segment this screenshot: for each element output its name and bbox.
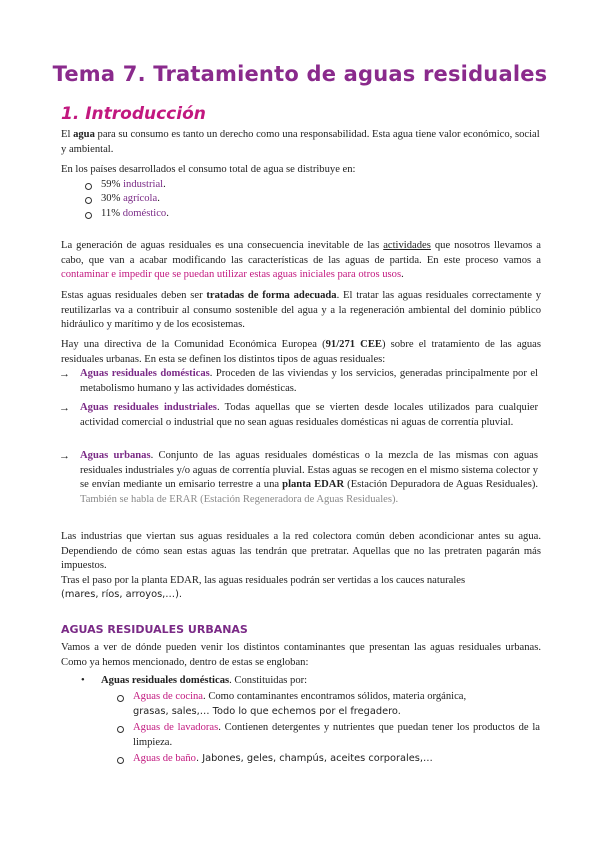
paragraph-generacion: La generación de aguas residuales es una consecuencia inevitable de las actividades que nosotros llevamos a cabo, que van a acabar modificando las características de las aguas de partida. En este proceso vamos a contaminar e impedir que se puedan utilizar estas aguas iniciales para otros usos. bbox=[61, 240, 541, 281]
arrow-icon: → bbox=[59, 368, 70, 380]
circle-bullet-icon bbox=[117, 695, 124, 702]
paragraph-industrias: Las industrias que viertan sus aguas residuales a la red colectora común deben acondicionar antes su agua. Dependiendo de cómo sean estas aguas las tendrán que pretratar. Aquellas que no las pretraten pagarán más impuestos. Tras el paso por la planta EDAR, las aguas residuales podrán ser vertidas a los cauces naturales (mares, ríos, arroyos,…). bbox=[61, 531, 541, 601]
paragraph-contaminantes: Vamos a ver de dónde pueden venir los distintos contaminantes que presentan las aguas residuales urbanas. Como ya hemos mencionado, dentro de estas se engloban: bbox=[61, 642, 541, 668]
arrow-icon: → bbox=[59, 402, 70, 414]
circle-bullet-icon bbox=[117, 757, 124, 764]
section-heading-aguas-urbanas: AGUAS RESIDUALES URBANAS bbox=[61, 623, 248, 636]
arrow-icon: → bbox=[59, 450, 70, 462]
item-aguas-bano: Aguas de baño. Jabones, geles, champús, aceites corporales,… bbox=[133, 752, 540, 767]
paragraph-tratadas: Estas aguas residuales deben ser tratadas de forma adecuada. El tratar las aguas residuales correctamente y reutilizarlas va a contribuir al consumo sostenible del agua y a la regeneración ambiental del dominio público hidráulico y marítimo y de los ecosistemas. bbox=[61, 290, 542, 331]
consumption-list bbox=[61, 178, 541, 222]
paragraph-directiva: Hay una directiva de la Comunidad Económica Europea (91/271 CEE) sobre el tratamiento de las aguas residuales urbanas. En esta se definen los distintos tipos de aguas residuales: bbox=[61, 339, 541, 365]
section-heading-introduccion: 1. Introducción bbox=[61, 104, 206, 124]
list-item: 59% industrial. bbox=[61, 178, 541, 193]
circle-bullet-icon bbox=[117, 726, 124, 733]
item-aguas-lavadoras: Aguas de lavadoras. Contienen detergentes y nutrientes que puedan tener los productos de la limpieza. bbox=[133, 721, 540, 750]
paragraph-consumo: En los países desarrollados el consumo total de agua se distribuye en: 59% industrial. 30% agrícola. 11% doméstico. bbox=[61, 163, 541, 221]
type-domesticas: → Aguas residuales domésticas. Proceden de las viviendas y los servicios, generadas principalmente por el metabolismo humano y las actividades domésticas. bbox=[59, 368, 538, 394]
type-urbanas: → Aguas urbanas. Conjunto de las aguas residuales domésticas o la mezcla de las mismas con aguas residuales industriales y/o aguas de correntía pluvial. Estas aguas se recogen en el mismo sistema colector y se envían mediante un emisario terrestre a una planta EDAR (Estación Depuradora de Aguas Residuales). También se habla de ERAR (Estación Regeneradora de Aguas Residuales). bbox=[59, 450, 538, 505]
item-aguas-cocina: Aguas de cocina. Como contaminantes encontramos sólidos, materia orgánica, grasas, sales,… Todo lo que echemos por el fregadero. bbox=[133, 690, 540, 718]
paragraph-agua: El agua para su consumo es tanto un derecho como una responsabilidad. Esta agua tiene valor económico, social y ambiental. bbox=[61, 129, 540, 155]
list-item: 11% doméstico. bbox=[61, 207, 541, 222]
list-item: 30% agrícola. bbox=[61, 192, 541, 207]
page-title: Tema 7. Tratamiento de aguas residuales bbox=[52, 62, 548, 86]
bullet-icon: • bbox=[81, 675, 85, 686]
bullet-domesticas: • Aguas residuales domésticas. Constituidas por: bbox=[101, 674, 541, 689]
type-industriales: → Aguas residuales industriales. Todas aquellas que se vierten desde locales utilizados para cualquier actividad comercial o industrial que no sean aguas residuales domésticas ni aguas de correntía pluvial. bbox=[59, 402, 538, 428]
